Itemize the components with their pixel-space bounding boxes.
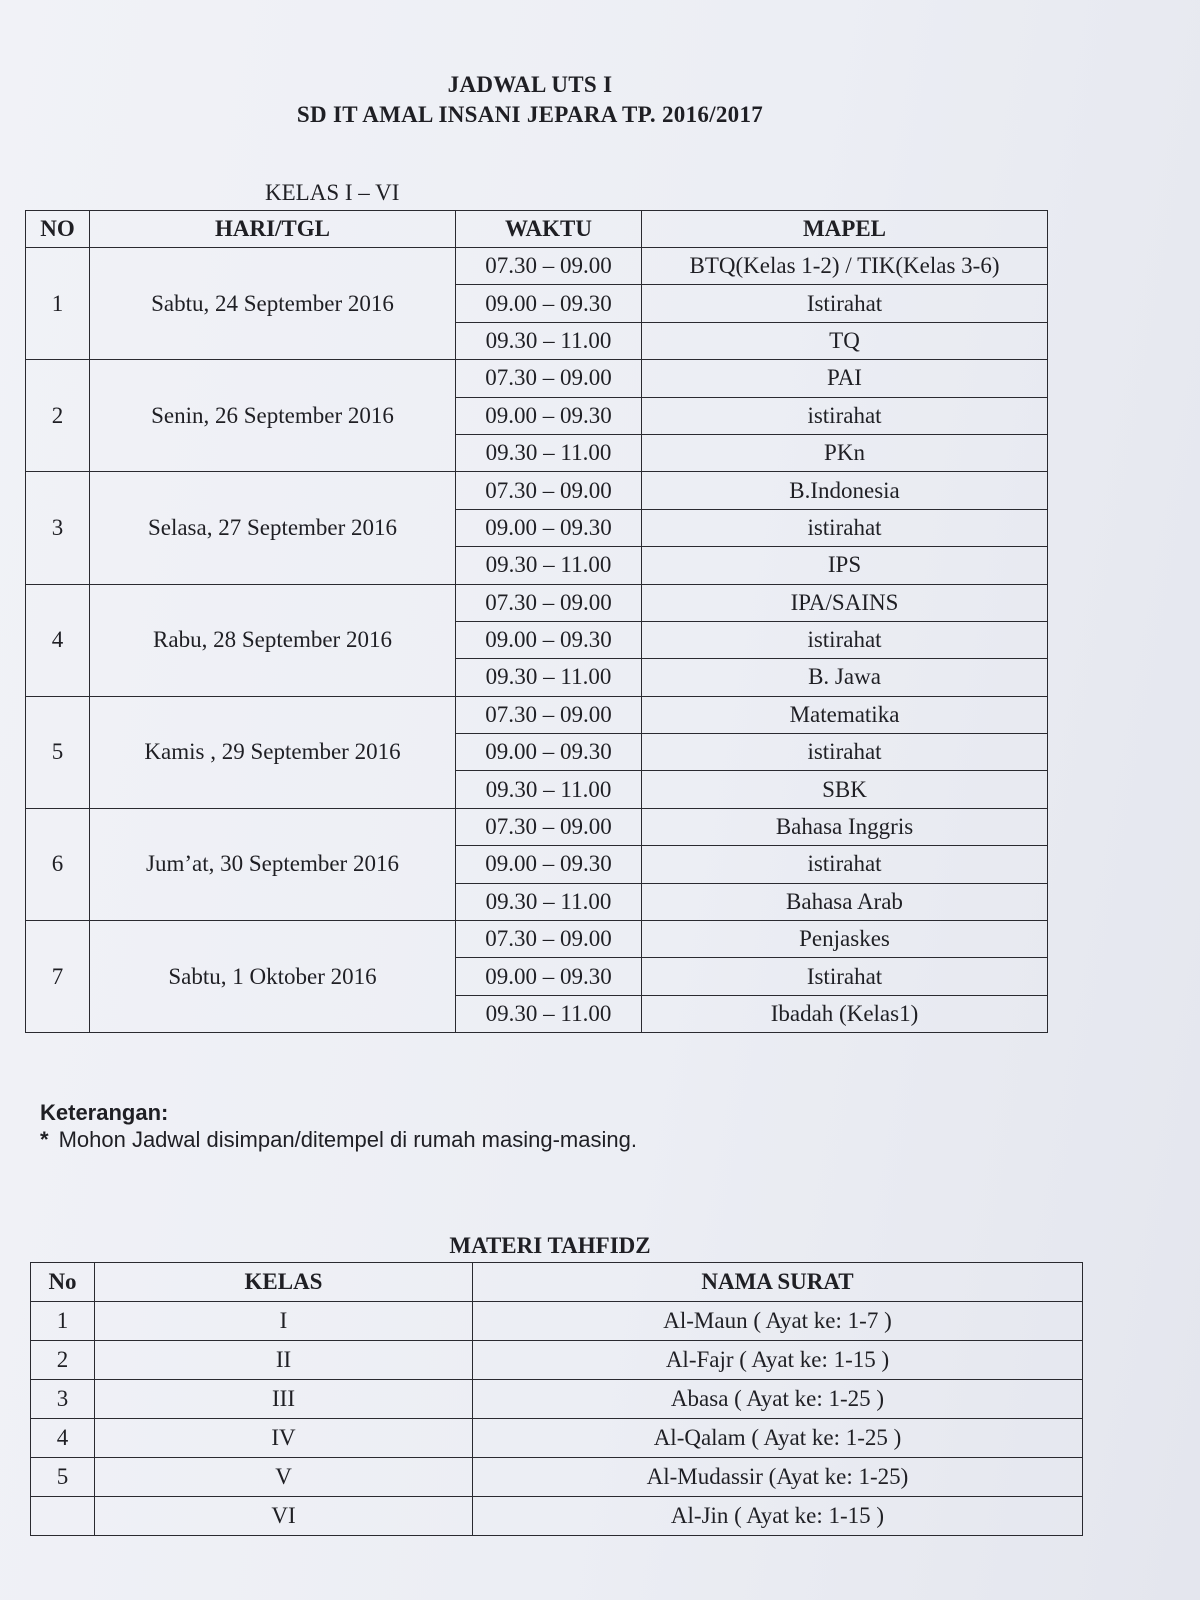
subject: Istirahat bbox=[642, 285, 1048, 322]
time-slot: 09.30 – 11.00 bbox=[456, 434, 642, 471]
table-row bbox=[31, 1497, 1083, 1536]
tahfidz-table bbox=[30, 1262, 1083, 1536]
table-header-row bbox=[26, 211, 1048, 248]
bullet-star: * bbox=[40, 1127, 49, 1152]
surat-cell: Al-Qalam ( Ayat ke: 1-25 ) bbox=[473, 1419, 1083, 1458]
time-slot: 07.30 – 09.00 bbox=[456, 696, 642, 733]
table-header-row bbox=[31, 1263, 1083, 1302]
table-row bbox=[31, 1419, 1083, 1458]
table-row bbox=[26, 584, 1048, 621]
day-number: 2 bbox=[26, 360, 90, 472]
subject: Penjaskes bbox=[642, 921, 1048, 958]
tahfidz-body bbox=[31, 1302, 1083, 1536]
subject: IPS bbox=[642, 547, 1048, 584]
table-row bbox=[31, 1458, 1083, 1497]
day-number: 4 bbox=[26, 584, 90, 696]
table-row bbox=[26, 696, 1048, 733]
notes-text bbox=[40, 1127, 637, 1153]
subject: TQ bbox=[642, 322, 1048, 359]
subject: istirahat bbox=[642, 397, 1048, 434]
row-number: 5 bbox=[31, 1458, 95, 1497]
table-row bbox=[31, 1302, 1083, 1341]
time-slot: 09.30 – 11.00 bbox=[456, 322, 642, 359]
subject: Bahasa Inggris bbox=[642, 808, 1048, 845]
document-subtitle: SD IT AMAL INSANI JEPARA TP. 2016/2017 bbox=[296, 102, 764, 127]
table-row bbox=[26, 360, 1048, 397]
time-slot: 07.30 – 09.00 bbox=[456, 921, 642, 958]
column-header-surat: NAMA SURAT bbox=[473, 1263, 1083, 1302]
time-slot: 09.30 – 11.00 bbox=[456, 659, 642, 696]
row-number: 2 bbox=[31, 1341, 95, 1380]
subject: B.Indonesia bbox=[642, 472, 1048, 509]
kelas-label: KELAS I – VI bbox=[265, 180, 400, 205]
subject: Bahasa Arab bbox=[642, 883, 1048, 920]
day-number: 5 bbox=[26, 696, 90, 808]
day-date: Rabu, 28 September 2016 bbox=[90, 584, 456, 696]
day-date: Kamis , 29 September 2016 bbox=[90, 696, 456, 808]
time-slot: 09.00 – 09.30 bbox=[456, 509, 642, 546]
subject: istirahat bbox=[642, 621, 1048, 658]
surat-cell: Al-Mudassir (Ayat ke: 1-25) bbox=[473, 1458, 1083, 1497]
schedule-body bbox=[26, 248, 1048, 1033]
subject: istirahat bbox=[642, 734, 1048, 771]
subject: IPA/SAINS bbox=[642, 584, 1048, 621]
table-row bbox=[26, 248, 1048, 285]
surat-cell: Al-Fajr ( Ayat ke: 1-15 ) bbox=[473, 1341, 1083, 1380]
row-number: 4 bbox=[31, 1419, 95, 1458]
column-header-no: NO bbox=[26, 211, 90, 248]
day-number: 1 bbox=[26, 248, 90, 360]
time-slot: 09.00 – 09.30 bbox=[456, 285, 642, 322]
time-slot: 07.30 – 09.00 bbox=[456, 360, 642, 397]
notes-line: Mohon Jadwal disimpan/ditempel di rumah masing-masing. bbox=[58, 1127, 637, 1152]
day-number: 7 bbox=[26, 921, 90, 1033]
time-slot: 09.00 – 09.30 bbox=[456, 846, 642, 883]
time-slot: 07.30 – 09.00 bbox=[456, 808, 642, 845]
subject: B. Jawa bbox=[642, 659, 1048, 696]
day-number: 6 bbox=[26, 808, 90, 920]
column-header-subject: MAPEL bbox=[642, 211, 1048, 248]
table-row bbox=[31, 1380, 1083, 1419]
column-header-time: WAKTU bbox=[456, 211, 642, 248]
time-slot: 07.30 – 09.00 bbox=[456, 472, 642, 509]
table-row bbox=[26, 472, 1048, 509]
kelas-cell: I bbox=[95, 1302, 473, 1341]
surat-cell: Al-Maun ( Ayat ke: 1-7 ) bbox=[473, 1302, 1083, 1341]
kelas-cell: II bbox=[95, 1341, 473, 1380]
subject: Ibadah (Kelas1) bbox=[642, 995, 1048, 1032]
kelas-cell: VI bbox=[95, 1497, 473, 1536]
document-title: JADWAL UTS I bbox=[447, 72, 613, 97]
column-header-date: HARI/TGL bbox=[90, 211, 456, 248]
kelas-cell: III bbox=[95, 1380, 473, 1419]
column-header-no: No bbox=[31, 1263, 95, 1302]
subject: Matematika bbox=[642, 696, 1048, 733]
day-date: Senin, 26 September 2016 bbox=[90, 360, 456, 472]
time-slot: 07.30 – 09.00 bbox=[456, 248, 642, 285]
kelas-cell: V bbox=[95, 1458, 473, 1497]
column-header-kelas: KELAS bbox=[95, 1263, 473, 1302]
surat-cell: Abasa ( Ayat ke: 1-25 ) bbox=[473, 1380, 1083, 1419]
subject: SBK bbox=[642, 771, 1048, 808]
subject: Istirahat bbox=[642, 958, 1048, 995]
time-slot: 09.00 – 09.30 bbox=[456, 958, 642, 995]
row-number: 1 bbox=[31, 1302, 95, 1341]
subject: istirahat bbox=[642, 509, 1048, 546]
surat-cell: Al-Jin ( Ayat ke: 1-15 ) bbox=[473, 1497, 1083, 1536]
day-number: 3 bbox=[26, 472, 90, 584]
time-slot: 09.00 – 09.30 bbox=[456, 621, 642, 658]
kelas-cell: IV bbox=[95, 1419, 473, 1458]
table-row bbox=[31, 1341, 1083, 1380]
day-date: Sabtu, 1 Oktober 2016 bbox=[90, 921, 456, 1033]
time-slot: 09.00 – 09.30 bbox=[456, 734, 642, 771]
tahfidz-title: MATERI TAHFIDZ bbox=[449, 1233, 651, 1258]
time-slot: 09.30 – 11.00 bbox=[456, 883, 642, 920]
day-date: Sabtu, 24 September 2016 bbox=[90, 248, 456, 360]
time-slot: 09.30 – 11.00 bbox=[456, 995, 642, 1032]
table-row bbox=[26, 921, 1048, 958]
row-number bbox=[31, 1497, 95, 1536]
time-slot: 07.30 – 09.00 bbox=[456, 584, 642, 621]
subject: BTQ(Kelas 1-2) / TIK(Kelas 3-6) bbox=[642, 248, 1048, 285]
time-slot: 09.30 – 11.00 bbox=[456, 771, 642, 808]
row-number: 3 bbox=[31, 1380, 95, 1419]
subject: istirahat bbox=[642, 846, 1048, 883]
time-slot: 09.00 – 09.30 bbox=[456, 397, 642, 434]
time-slot: 09.30 – 11.00 bbox=[456, 547, 642, 584]
subject: PKn bbox=[642, 434, 1048, 471]
exam-schedule-table bbox=[25, 210, 1048, 1033]
day-date: Selasa, 27 September 2016 bbox=[90, 472, 456, 584]
notes-title: Keterangan: bbox=[40, 1100, 169, 1125]
table-row bbox=[26, 808, 1048, 845]
subject: PAI bbox=[642, 360, 1048, 397]
day-date: Jum’at, 30 September 2016 bbox=[90, 808, 456, 920]
